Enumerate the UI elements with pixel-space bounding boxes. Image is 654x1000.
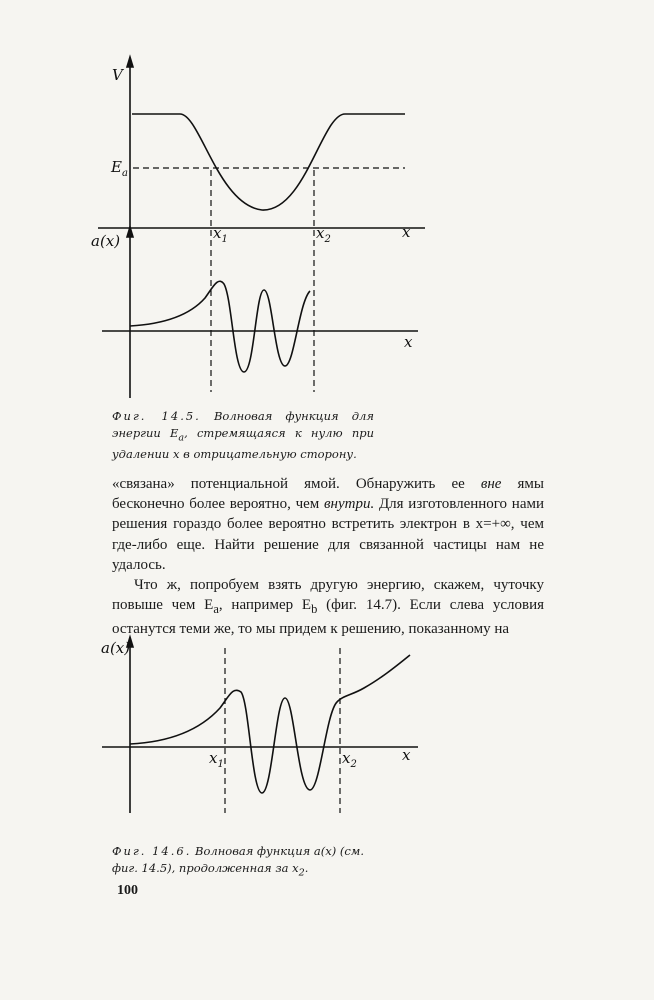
potential-curve	[132, 114, 405, 210]
top-y-arrow	[127, 57, 133, 67]
page-number: 100	[117, 883, 138, 898]
x1-tick-label: $x_1$	[209, 749, 224, 770]
figure-14-6	[0, 630, 654, 870]
top-x-axis-label: x	[402, 223, 411, 241]
paragraph-2: Что ж, попробуем взять другую энергию, скажем, чуточку повыше чем $E_a$, например $E_b$ (фиг. 14.7). Если слева условия останутся теми же, то мы придем к решению, показанному на	[112, 577, 544, 638]
top-y-axis-label: V	[112, 66, 123, 84]
x2-tick-label: $x_2$	[316, 224, 331, 245]
wavefunction-curve	[130, 655, 410, 793]
figure-14-5	[0, 0, 654, 410]
bottom-y-axis-label: a(x)	[91, 232, 121, 250]
x1-tick-label: $x_1$	[213, 224, 228, 245]
body-text	[112, 474, 544, 640]
figure-14-5-caption: Фиг. 14.5. Волновая функция для энергии $E_a$, стремящаяся к нулю при удалении x в отрицательную сторону.	[112, 409, 374, 462]
x2-tick-label: $x_2$	[342, 749, 357, 770]
wavefunction-curve	[130, 281, 310, 372]
bottom-x-axis-label: x	[404, 333, 413, 351]
x-axis-label: x	[402, 746, 411, 764]
energy-level-label: $E_a$	[111, 158, 128, 179]
y-axis-label: a(x)	[101, 639, 131, 657]
paragraph-1: «связана» потенциальной ямой. Обнаружить ее вне ямы бесконечно более вероятно, чем внутри. Для изготовленного нами решения гораздо более вероятно встретить электрон в x=+∞, чем где-либо еще. Найти решение для связанной частицы нам не удалось.	[112, 476, 545, 573]
figure-14-6-caption: Фиг. 14.6. Волновая функция a(x) (см. фиг. 14.5), продолженная за $x_2$.	[112, 844, 364, 879]
